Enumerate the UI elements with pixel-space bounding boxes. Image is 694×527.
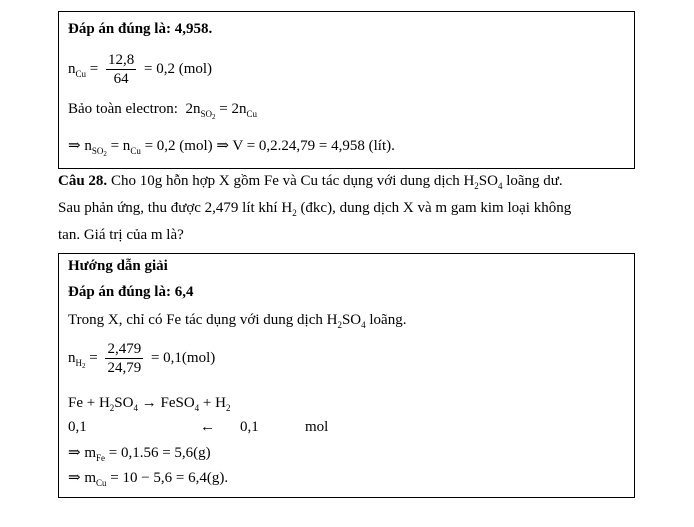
- ncu-equation: $n_{Cu}$ = $\frac{12,8}{64}$ = 0,2 (mol): [68, 52, 213, 87]
- mcu-line: ⇒ $m_{Cu} = 10 - 5,6 = 6,4(g)$.: [68, 470, 229, 488]
- answer-line: Đáp án đúng là: 6,4: [68, 284, 194, 300]
- final-volume-line: ⇒ $n_{SO_2} = n_{Cu} = 0,2$ (mol) ⇒ V = 0,2.24,79 = 4,958 (lít).: [68, 138, 395, 158]
- ncu-fraction: $\frac{12,8}{64}$: [107, 52, 135, 87]
- intro-line: Trong X, chỉ có Fe tác dụng với dung dịch $H_2SO_4$ loãng.: [68, 312, 407, 330]
- solution-heading: Hướng dẫn giải: [68, 258, 168, 274]
- question-line-1: Câu 28. Cho 10g hỗn hợp X gồm Fe và Cu tác dụng với dung dịch $H_2SO_4$ loãng dư.: [58, 173, 563, 191]
- answer-box-27: [58, 11, 635, 169]
- solution-box-28: Hướng dẫn giải Đáp án đúng là: 6,4 Trong X, chỉ có Fe tác dụng với dung dịch $H_2SO_4$ loãng. $n_{H_2}$ = $\frac{2,479}{24,79}$ = 0,1(mol) $Fe + H_2SO_4$ → FeSO$_4$ + $H_2$ 0,1 ← 0,1 mol ⇒ $m_{Fe} = 0,1.56 = 5,6(g)$ ⇒ $m_{Cu} = 10 - 5,6 = 6,4(g)$.: [58, 253, 635, 498]
- electron-balance-line: Bảo toàn electron: $2n_{SO_2} = 2n_{Cu}$: [68, 101, 257, 121]
- answer-line: Đáp án đúng là: 4,958.: [68, 21, 213, 37]
- question-line-3: tan. Giá trị của m là?: [58, 227, 184, 243]
- nh2-fraction: $\frac{2,479}{24,79}$: [107, 341, 142, 376]
- nh2-equation: $n_{H_2}$ = $\frac{2,479}{24,79}$ = 0,1(mol): [68, 341, 216, 376]
- mfe-line: ⇒ $m_{Fe} = 0,1.56 = 5,6(g)$: [68, 445, 211, 463]
- reaction-line: $Fe + H_2SO_4$ → FeSO$_4$ + $H_2$: [68, 395, 231, 413]
- question-line-2: Sau phản ứng, thu được 2,479 lít khí $H_2$ (đkc), dung dịch X và m gam kim loại không: [58, 200, 572, 218]
